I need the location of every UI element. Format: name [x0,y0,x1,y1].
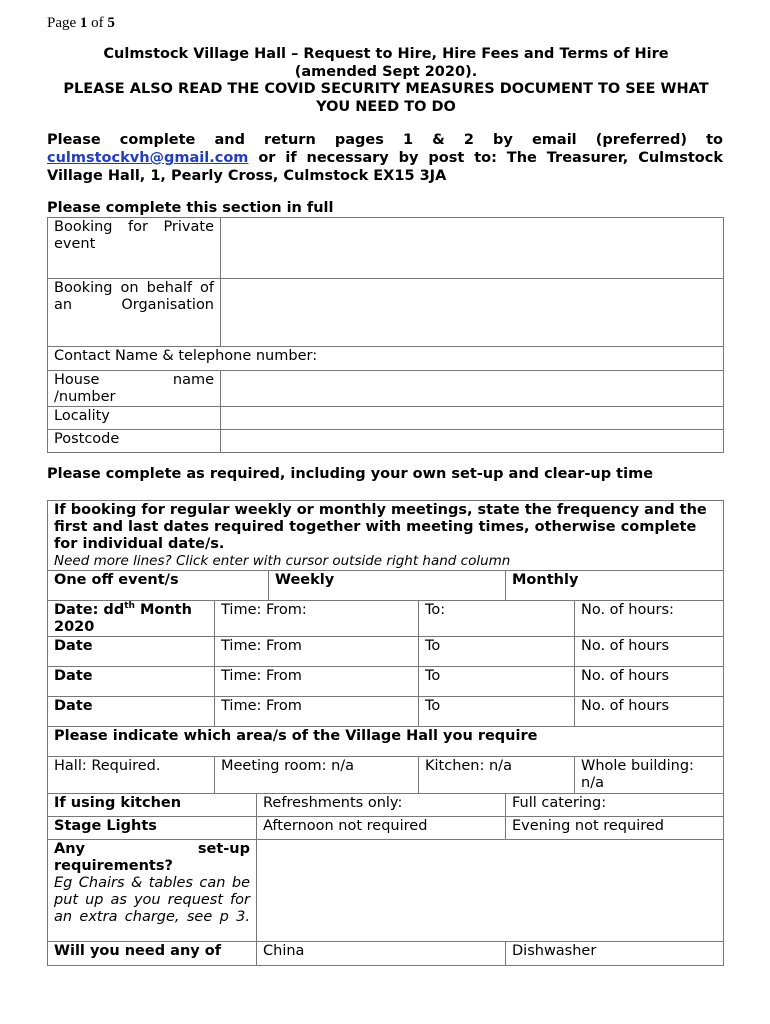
section1-heading: Please complete this section in full [47,200,334,216]
need-any-label: Will you need any of [48,942,257,966]
first-date-label: Date: $dd^{th}$ Month 2020 [48,601,215,637]
private-event-label: Booking for Private event [48,218,221,279]
dishwasher-field[interactable]: Dishwasher [506,942,724,966]
monthly-option[interactable]: Monthly [506,571,724,601]
house-label: House name /number [48,371,221,407]
setup-note: Eg Chairs & tables can be put up as you request for an extra charge, see p 3. [54,875,250,925]
hours-field[interactable]: No. of hours [575,667,724,697]
contact-table [47,217,724,453]
time-from-field[interactable]: Time: From: [215,601,419,637]
full-catering-field[interactable]: Full catering: [506,794,724,817]
setup-requirements-field[interactable] [257,840,724,942]
title-line-2: (amended Sept 2020). [294,63,478,80]
title-line-1: Culmstock Village Hall – Request to Hire, Hire Fees and Terms of Hire [103,46,669,62]
hall-field[interactable]: Hall: Required. [48,757,215,794]
intro-paragraph: Please complete and return pages 1 & 2 by email (preferred) to culmstockvh@gmail.com or if necessary by post to: The Treasurer, Culmstock Village Hall, 1, Pearly Cross, Culmstock EX15 3JA [47,132,723,184]
date-label: Date [48,667,215,697]
organisation-label: Booking on behalf of an Organisation [48,279,221,347]
to-field[interactable]: To: [419,601,575,637]
areas-heading: Please indicate which area/s of the Village Hall you require [48,727,724,757]
private-event-field[interactable] [221,218,724,279]
contact-name-field[interactable]: Contact Name & telephone number: [48,347,724,371]
time-from-field[interactable]: Time: From [215,637,419,667]
locality-field[interactable] [221,407,724,430]
email-link[interactable]: culmstockvh@gmail.com [47,150,249,166]
hours-field[interactable]: No. of hours: [575,601,724,637]
time-from-field[interactable]: Time: From [215,667,419,697]
to-field[interactable]: To [419,637,575,667]
to-field[interactable]: To [419,697,575,727]
hours-field[interactable]: No. of hours [575,697,724,727]
evening-field[interactable]: Evening not required [506,817,724,840]
stage-lights-label: Stage Lights [48,817,257,840]
using-kitchen-label: If using kitchen [48,794,257,817]
postcode-field[interactable] [221,430,724,453]
weekly-option[interactable]: Weekly [269,571,506,601]
page-number: Page 1 of 5 [47,15,115,31]
more-lines-note: Need more lines? Click enter with cursor outside right hand column [54,553,511,569]
one-off-events[interactable]: One off event/s [48,571,269,601]
date-label: Date [48,697,215,727]
postcode-label: Postcode [48,430,221,453]
title-line-3: PLEASE ALSO READ THE COVID SECURITY MEASURES DOCUMENT TO SEE WHAT YOU NEED TO DO [63,81,709,115]
date-label: Date [48,637,215,667]
organisation-field[interactable] [221,279,724,347]
afternoon-field[interactable]: Afternoon not required [257,817,506,840]
hours-field[interactable]: No. of hours [575,637,724,667]
refreshments-field[interactable]: Refreshments only: [257,794,506,817]
whole-building-field[interactable]: Whole building: n/a [575,757,724,794]
section2-heading: Please complete as required, including your own set-up and clear-up time [47,466,654,482]
time-from-field[interactable]: Time: From [215,697,419,727]
regular-booking-instructions: If booking for regular weekly or monthly meetings, state the frequency and the first and last dates required together with meeting times, otherwise complete for individual date/s. Need more lines? Click enter with cursor outside right hand column [48,501,724,571]
house-field[interactable] [221,371,724,407]
kitchen-field[interactable]: Kitchen: n/a [419,757,575,794]
document-title [47,46,725,116]
locality-label: Locality [48,407,221,430]
booking-table [47,500,724,966]
meeting-room-field[interactable]: Meeting room: n/a [215,757,419,794]
china-field[interactable]: China [257,942,506,966]
to-field[interactable]: To [419,667,575,697]
setup-requirements-label: Any set-up requirements? Eg Chairs & tables can be put up as you request for an extra charge, see p 3. [48,840,257,942]
